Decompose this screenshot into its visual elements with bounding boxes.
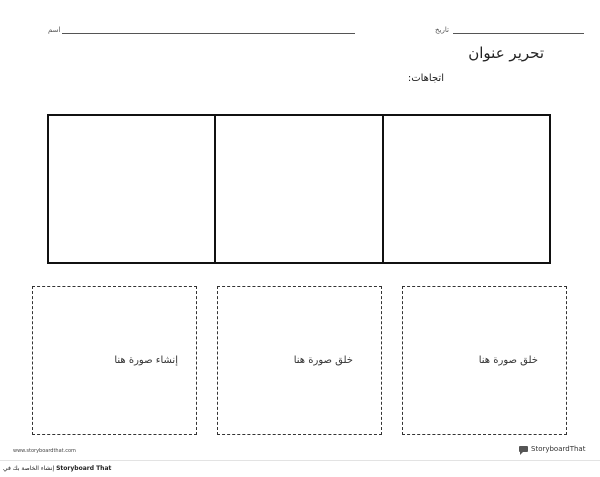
image-box: [217, 286, 382, 435]
storyboard-frame: [49, 116, 214, 262]
worksheet-title: تحرير عنوان: [468, 44, 544, 62]
storyboard-frames: [47, 114, 551, 264]
name-label: اسم: [48, 26, 61, 34]
image-box-text: خلق صورة هنا: [478, 355, 538, 366]
attribution-text: إنشاء الخاصة بك في: [3, 465, 55, 472]
brand-name: StoryboardThat: [531, 445, 586, 453]
image-box: [32, 286, 197, 435]
brand-logo: [519, 445, 585, 453]
name-line: [62, 33, 355, 34]
date-line: [453, 33, 584, 34]
image-box: [402, 286, 567, 435]
directions-label: اتجاهات:: [407, 73, 444, 84]
image-box-text: إنشاء صورة هنا: [114, 355, 178, 366]
attribution-brand[interactable]: Storyboard That: [56, 465, 112, 472]
image-box-text: خلق صورة هنا: [293, 355, 353, 366]
storyboard-frame: [214, 116, 381, 262]
footer-url: www.storyboardthat.com: [13, 448, 76, 454]
attribution-note: [3, 465, 111, 472]
speech-bubble-icon: [519, 446, 528, 452]
storyboard-frame: [382, 116, 549, 262]
date-label: تاريخ: [435, 26, 449, 34]
